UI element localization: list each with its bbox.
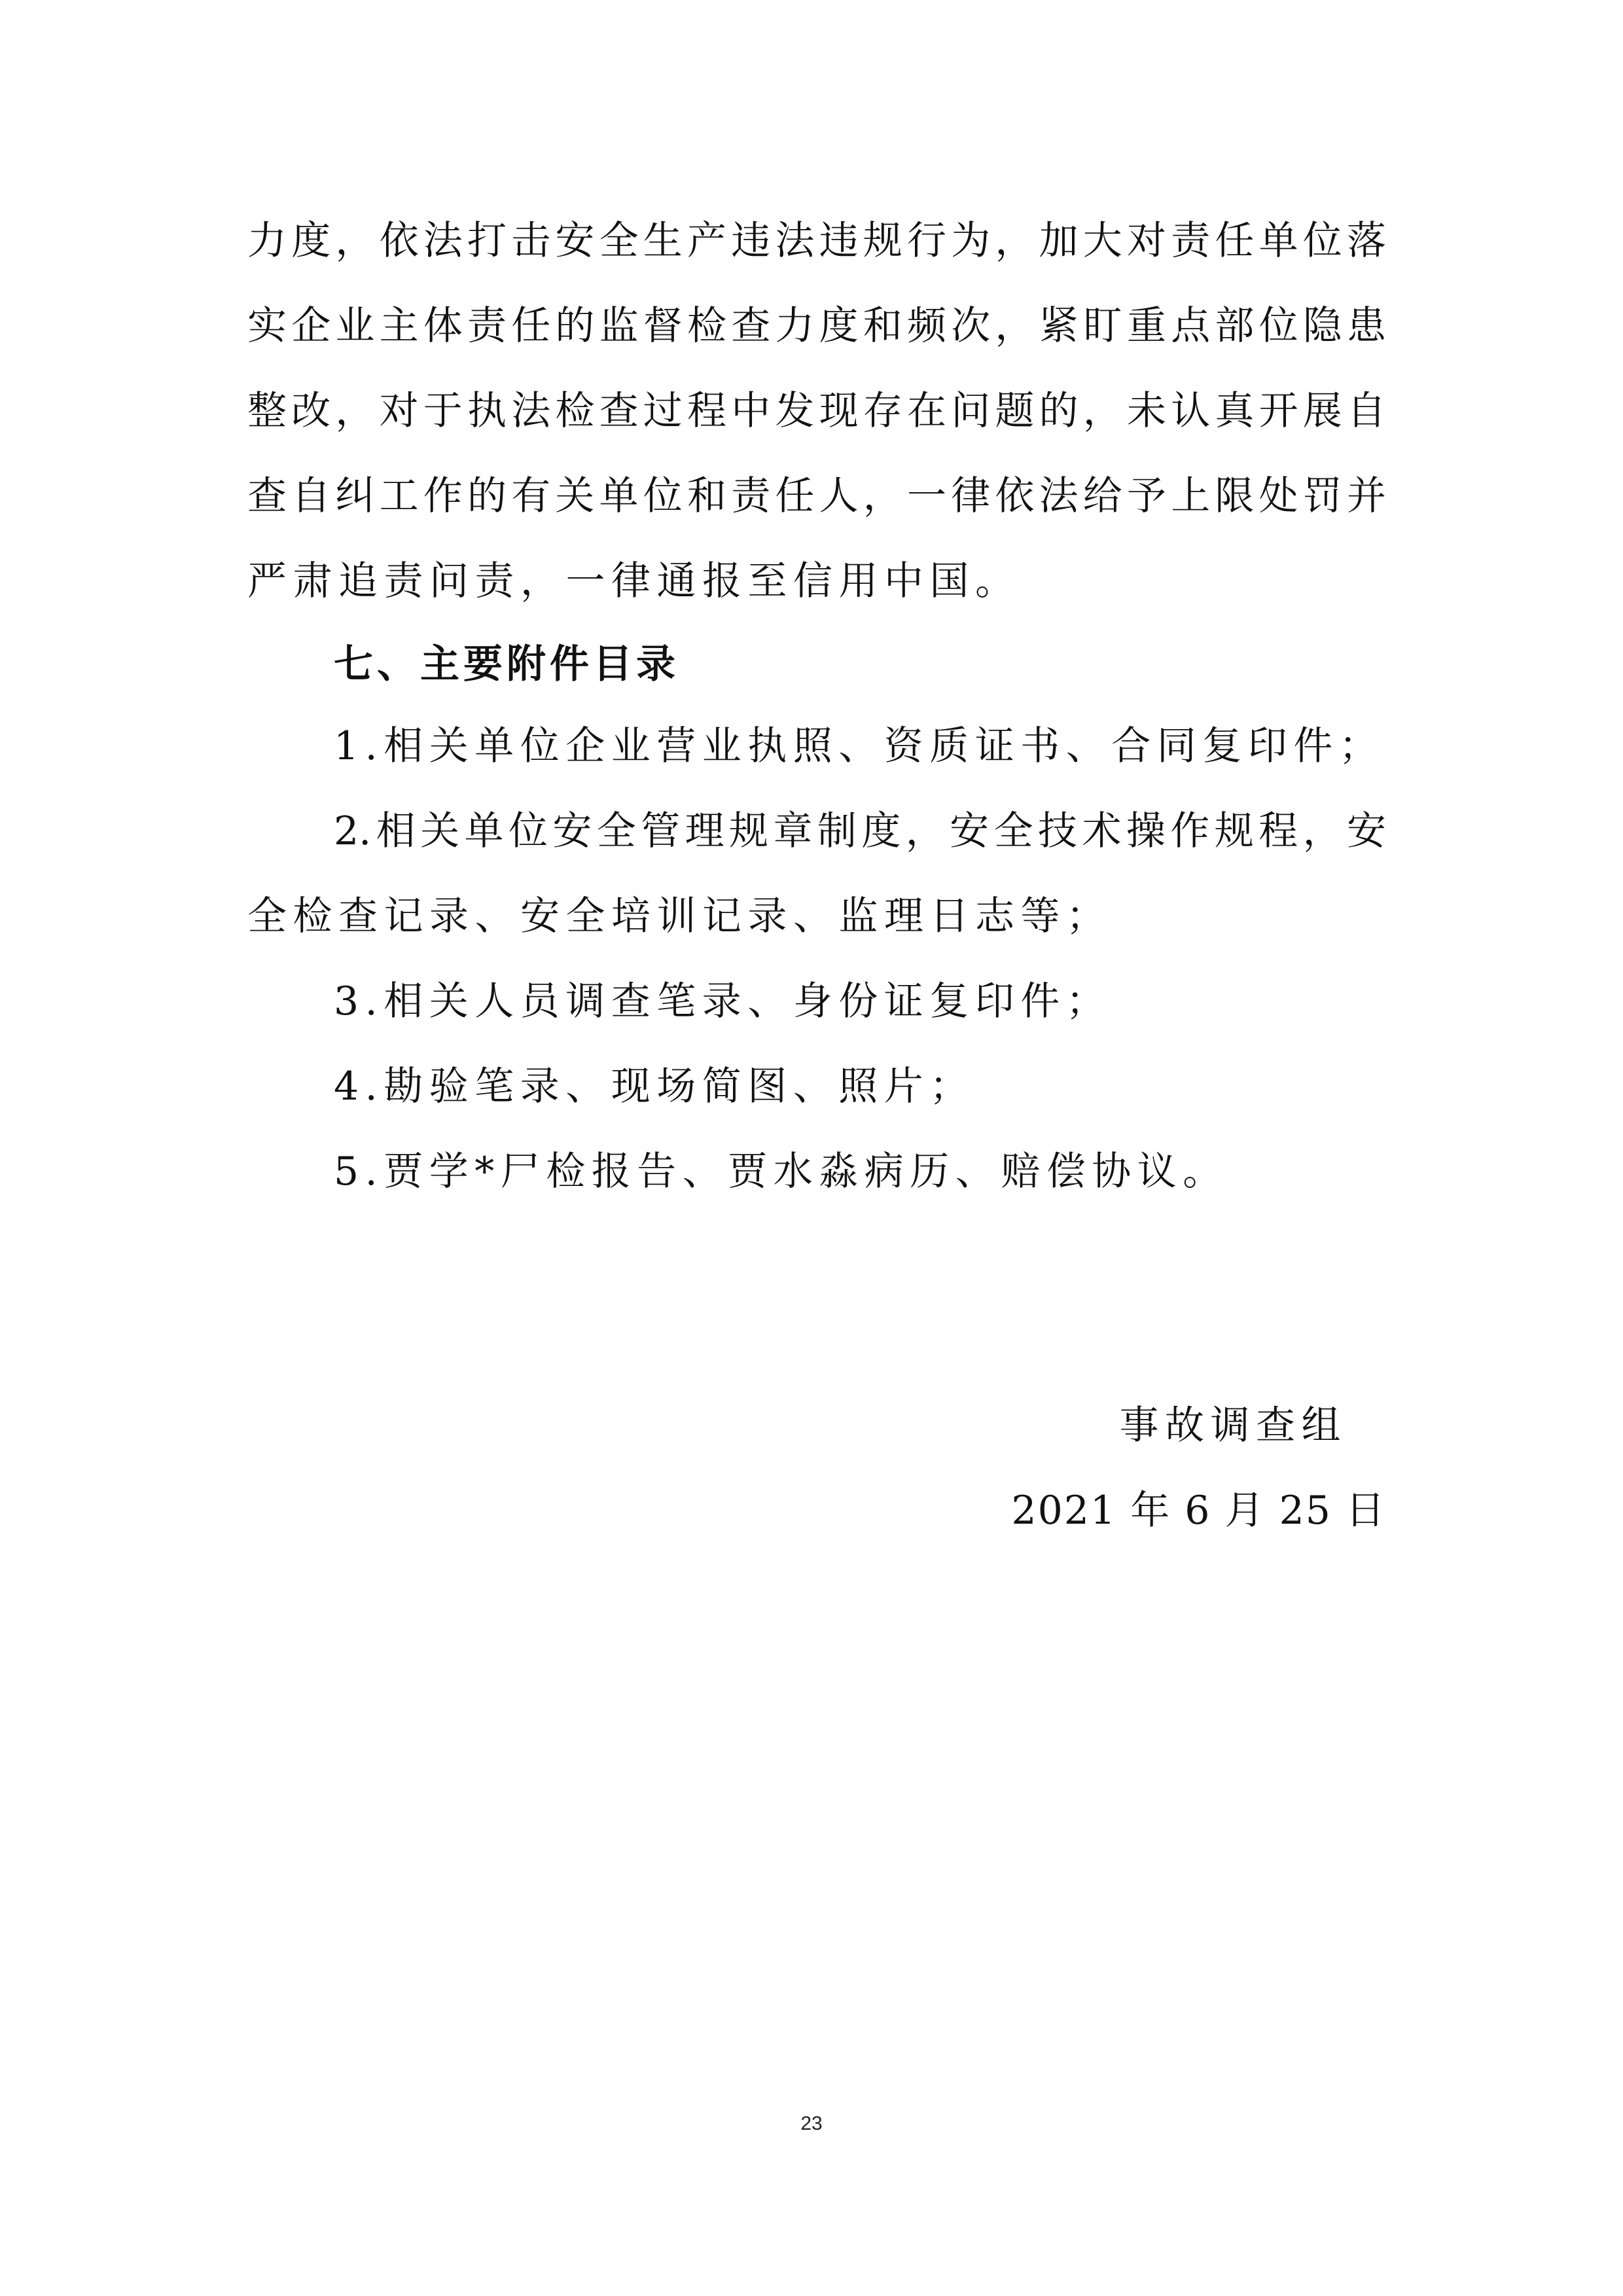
body-text-line: 整改，对于执法检查过程中发现存在问题的，未认真开展自 <box>247 388 1386 434</box>
body-text-line: 严肃追责问责，一律通报至信用中国。 <box>247 558 1021 604</box>
attachment-item: 4.勘验笔录、现场简图、照片； <box>334 1064 975 1109</box>
signature-organization: 事故调查组 <box>1119 1403 1347 1448</box>
attachment-item: 1.相关单位企业营业执照、资质证书、合同复印件； <box>334 723 1385 769</box>
attachment-item-continuation: 全检查记录、安全培训记录、监理日志等； <box>247 893 1112 939</box>
body-text-line: 查自纠工作的有关单位和责任人，一律依法给予上限处罚并 <box>247 473 1386 519</box>
attachment-item: 2.相关单位安全管理规章制度，安全技术操作规程，安 <box>334 808 1386 854</box>
attachment-item: 3.相关人员调查笔录、身份证复印件； <box>334 978 1112 1024</box>
section-heading: 七、主要附件目录 <box>334 641 679 687</box>
attachment-item: 5.贾学*尸检报告、贾水淼病历、赔偿协议。 <box>334 1149 1228 1194</box>
body-text-line: 力度，依法打击安全生产违法违规行为，加大对责任单位落 <box>247 218 1386 264</box>
page-number: 23 <box>800 2113 823 2134</box>
body-text-line: 实企业主体责任的监督检查力度和频次，紧盯重点部位隐患 <box>247 303 1386 349</box>
signature-date: 2021 年 6 月 25 日 <box>1011 1488 1386 1534</box>
